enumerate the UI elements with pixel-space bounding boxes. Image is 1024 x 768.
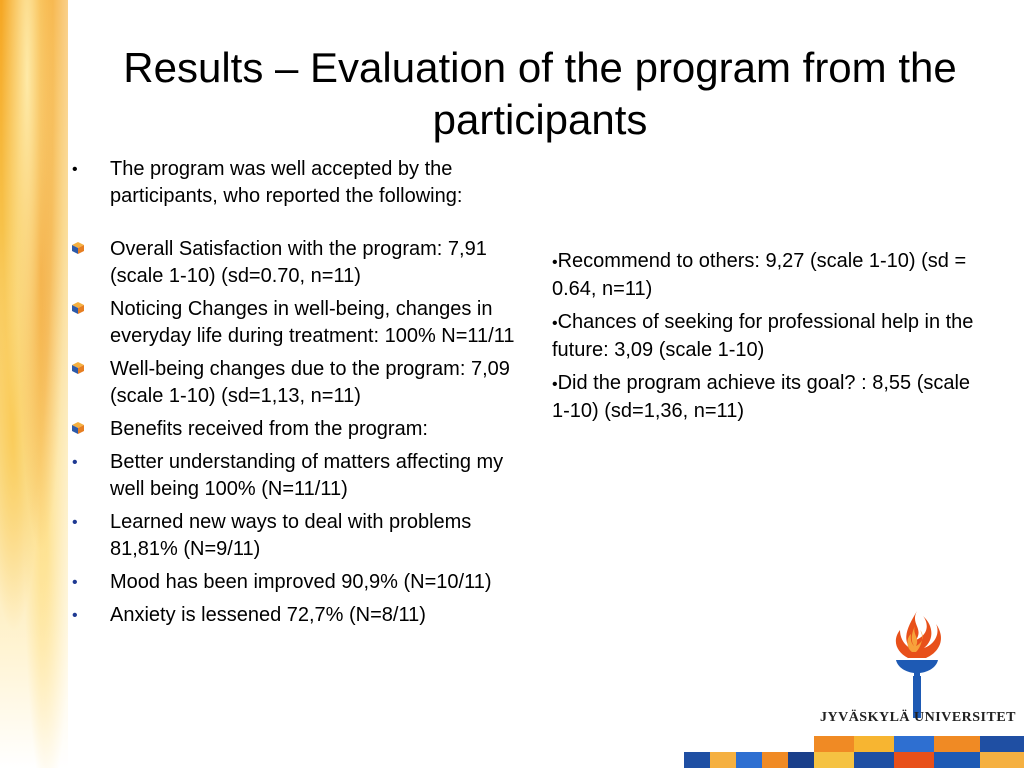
bullet-icon: • [552,376,558,393]
list-item-text: Learned new ways to deal with problems 81,81% (N=9/11) [110,511,472,560]
list-item [72,356,532,410]
bullet-icon [72,569,110,596]
list-item-text: Noticing Changes in well-being, changes in everyday life during treatment: 100% N=11/11 [110,298,515,347]
list-item-text: Overall Satisfaction with the program: 7,91 (scale 1-10) (sd=0.70, n=11) [110,238,487,287]
list-item [552,370,982,425]
university-name-logo: JYVÄSKYLÄ UNIVERSITET [819,710,1017,725]
list-item [72,296,532,350]
list-item [72,602,532,629]
bullet-icon [72,509,110,536]
list-item-text: Did the program achieve its goal? : 8,55 (scale 1-10) (sd=1,36, n=11) [552,372,971,422]
list-item-text: Anxiety is lessened 72,7% (N=8/11) [110,604,426,626]
list-item-text: Recommend to others: 9,27 (scale 1-10) (sd = 0.64, n=11) [552,250,967,300]
bullet-icon: • [552,315,558,332]
cube-bullet-icon [72,236,110,263]
cube-bullet-icon [72,356,110,383]
list-item [552,309,982,364]
cube-bullet-icon [72,416,110,443]
list-item-text: The program was well accepted by the participants, who reported the following: [110,158,463,207]
bullet-icon [72,449,110,476]
list-item [72,416,532,443]
list-item [552,248,982,303]
left-column [72,156,532,635]
list-item [72,449,532,503]
list-item-text: Well-being changes due to the program: 7,09 (scale 1-10) (sd=1,13, n=11) [110,358,510,407]
list-item [72,156,532,210]
list-item-text: Chances of seeking for professional help in the future: 3,09 (scale 1-10) [552,311,974,361]
list-item-text: Mood has been improved 90,9% (N=10/11) [110,571,492,593]
list-item [72,509,532,563]
bullet-icon: • [552,254,558,271]
list-item [72,236,532,290]
list-item-text: Benefits received from the program: [110,418,428,440]
list-item-text: Better understanding of matters affecting my well being 100% (N=11/11) [110,451,504,500]
bullet-icon [72,602,110,629]
slide-title: Results – Evaluation of the program from the participants [123,44,957,143]
cube-bullet-icon [72,296,110,323]
decorative-color-blocks [684,736,1024,768]
right-column [552,248,982,431]
list-item [72,569,532,596]
bullet-icon [72,156,110,183]
